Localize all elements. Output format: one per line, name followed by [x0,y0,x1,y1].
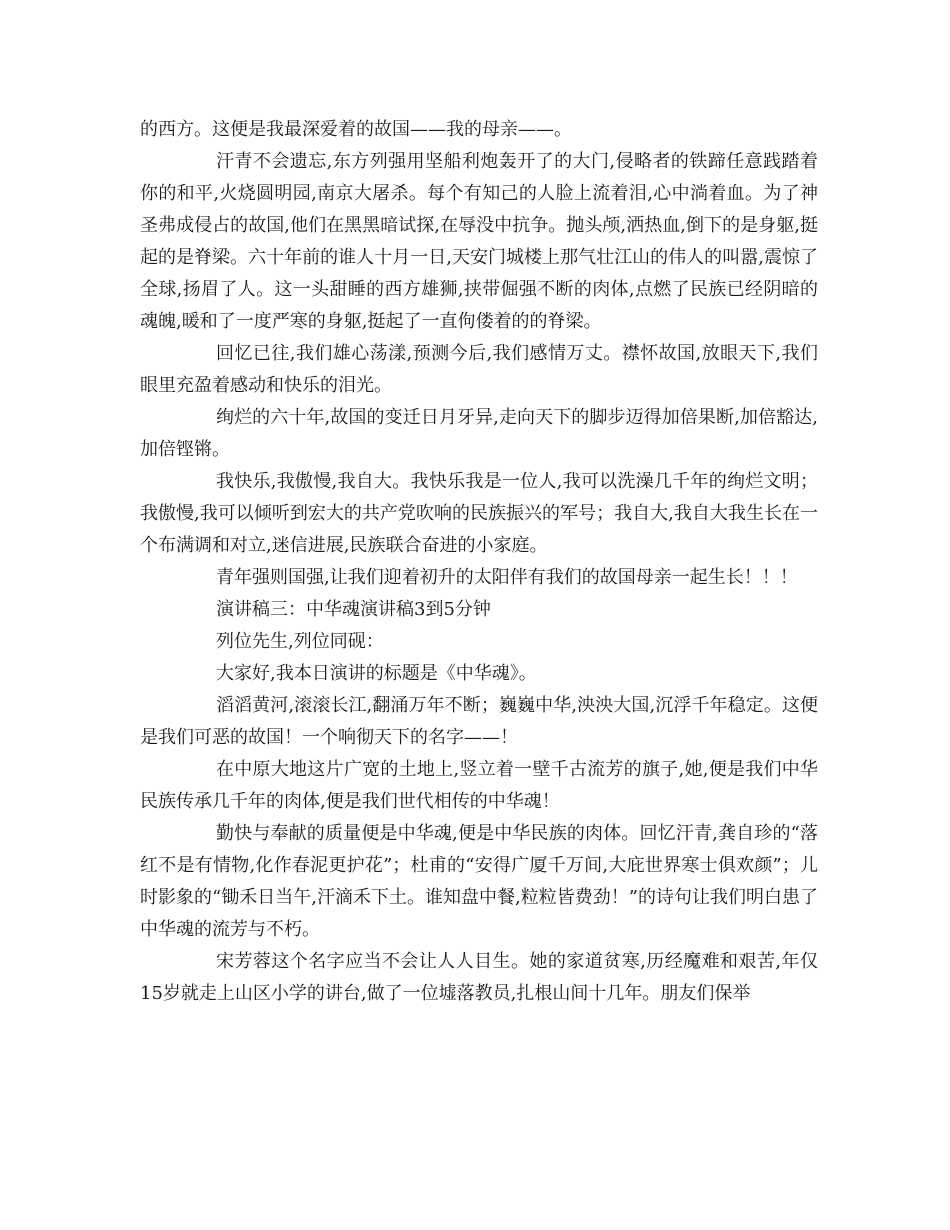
salutation: 列位先生,列位同砚： [216,631,384,652]
paragraph: 大家好,我本日演讲的标题是《中华魂》。 [216,663,537,684]
paragraph: 在中原大地这片广宽的土地上,竖立着一壁千古流芳的旗子,她,便是我们中华民族传承几千年的肉体,便是我们世代相传的中华魂！ [140,759,818,812]
paragraph: 我快乐,我傲慢,我自大。我快乐我是一位人,我可以洗澡几千年的绚烂文明；我傲慢,我可以倾听到宏大的共产党吹响的民族振兴的军号；我自大,我自大我生长在一个布满调和对立,迷信进展,民族联合奋进的小家庭。 [140,471,818,556]
paragraph: 青年强则国强,让我们迎着初升的太阳伴有我们的故国母亲一起生长！！！ [216,567,798,588]
document-body [140,114,818,1010]
paragraph: 宋芳蓉这个名字应当不会让人人目生。她的家道贫寒,历经魔难和艰苦,年仅15岁就走上山区小学的讲台,做了一位墟落教员,扎根山间十几年。朋友们保举 [140,951,818,1004]
paragraph: 的西方。这便是我最深爱着的故国——我的母亲——。 [140,119,572,140]
paragraph: 绚烂的六十年,故国的变迁日月牙异,走向天下的脚步迈得加倍果断,加倍豁达,加倍铿锵。 [140,407,818,460]
section-heading: 演讲稿三：中华魂演讲稿3到5分钟 [216,599,491,620]
paragraph: 汗青不会遗忘,东方列强用坚船利炮轰开了的大门,侵略者的铁蹄任意践踏着你的和平,火烧圆明园,南京大屠杀。每个有知己的人脸上流着泪,心中淌着血。为了神圣弗成侵占的故国,他们在黑黑暗试探,在辱没中抗争。抛头颅,洒热血,倒下的是身躯,挺起的是脊梁。六十年前的谁人十月一日,天安门城楼上那气壮江山的伟人的叫嚣,震惊了全球,扬眉了人。这一头甜睡的西方雄狮,挟带倔强不断的肉体,点燃了民族已经阴暗的魂魄,暖和了一度严寒的身躯,挺起了一直佝偻着的的脊梁。 [140,151,818,332]
paragraph: 勤快与奉献的质量便是中华魂,便是中华民族的肉体。回忆汗青,龚自珍的“落红不是有情物,化作春泥更护花”；杜甫的“安得广厦千万间,大庇世界寒士俱欢颜”；儿时影象的“锄禾日当午,汗滴禾下土。谁知盘中餐,粒粒皆费劲！”的诗句让我们明白患了中华魂的流芳与不朽。 [140,823,818,940]
paragraph: 回忆已往,我们雄心荡漾,预测今后,我们感情万丈。襟怀故国,放眼天下,我们眼里充盈着感动和快乐的泪光。 [140,343,818,396]
paragraph: 滔滔黄河,滚滚长江,翻涌万年不断；巍巍中华,泱泱大国,沉浮千年稳定。这便是我们可恶的故国！一个响彻天下的名字——！ [140,695,818,748]
